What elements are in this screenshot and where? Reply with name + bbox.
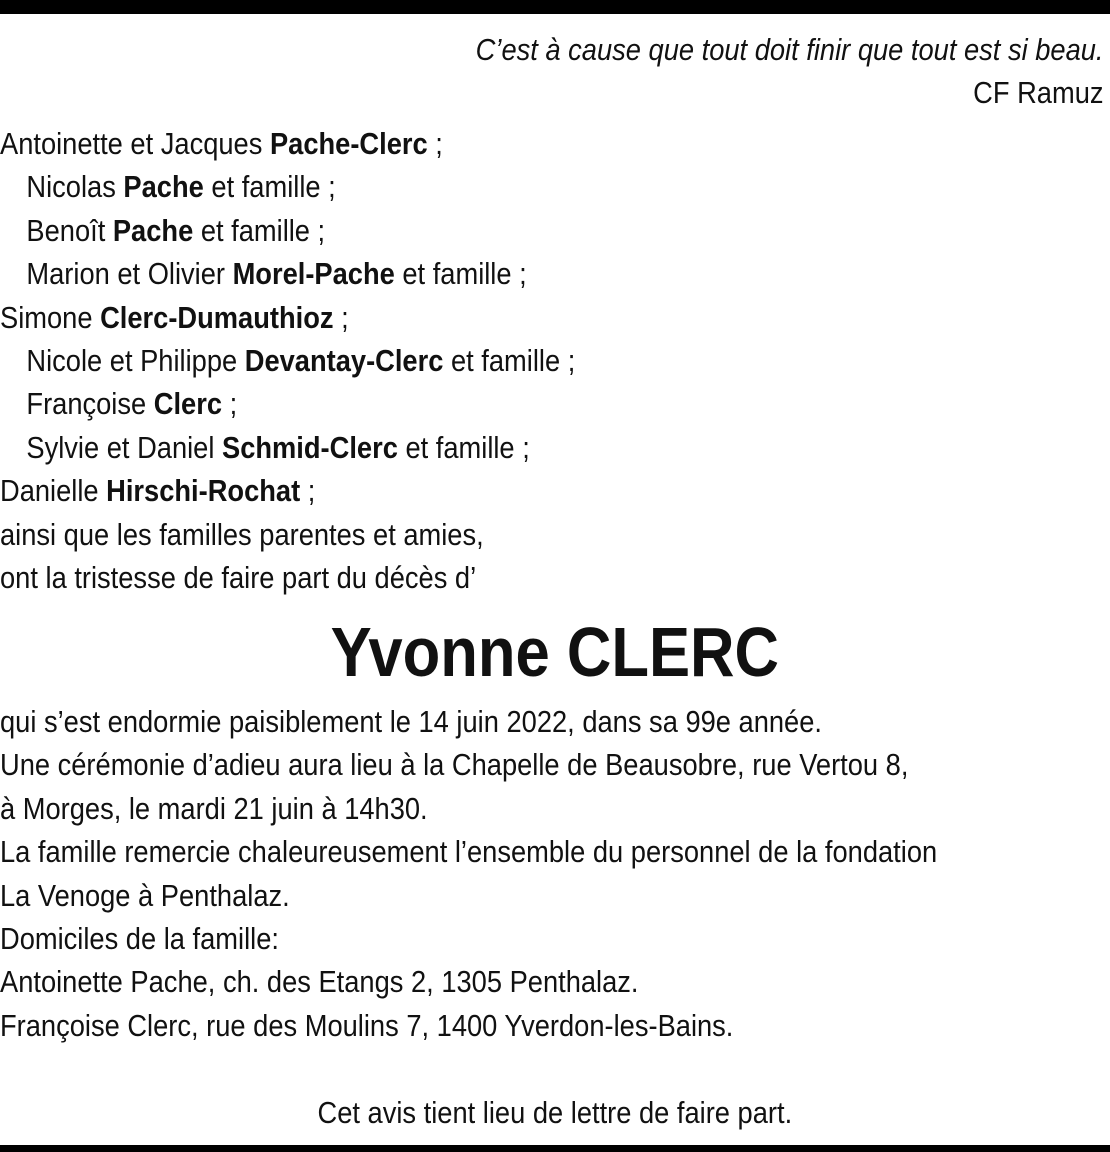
family-name: Schmid-Clerc — [222, 429, 398, 465]
info-line: La Venoge à Penthalaz. — [0, 877, 290, 913]
text: et famille ; — [443, 343, 576, 379]
text: Simone — [0, 299, 101, 335]
info-line: Antoinette Pache, ch. des Etangs 2, 1305 Penthalaz. — [0, 964, 639, 1000]
text: ; — [300, 473, 316, 509]
text: ; — [222, 386, 238, 422]
info-line: Françoise Clerc, rue des Moulins 7, 1400 Yverdon-les-Bains. — [0, 1007, 734, 1043]
deceased-name: Yvonne CLERC — [330, 613, 780, 691]
text: et famille ; — [394, 256, 527, 292]
announcement-details — [0, 700, 1110, 1047]
bottom-rule — [0, 1145, 1110, 1152]
text: Marion et Olivier — [26, 256, 233, 292]
family-name: Morel-Pache — [232, 256, 395, 292]
family-line — [0, 469, 1110, 512]
text: ; — [333, 299, 349, 335]
text: Nicole et Philippe — [26, 343, 245, 379]
text: Nicolas — [26, 169, 124, 205]
quote-author: CF Ramuz — [973, 75, 1104, 111]
family-line — [0, 426, 1110, 469]
quote-text: C’est à cause que tout doit finir que tout est si beau. — [475, 32, 1104, 67]
text: Françoise — [26, 386, 154, 422]
footer-note: Cet avis tient lieu de lettre de faire part. — [317, 1095, 793, 1130]
top-rule — [0, 0, 1110, 14]
family-name: Pache-Clerc — [269, 126, 428, 161]
text: et famille ; — [193, 212, 326, 248]
family-list — [0, 122, 1110, 599]
text: et famille ; — [397, 429, 530, 465]
family-line — [0, 339, 1110, 382]
family-line — [0, 513, 1110, 556]
family-name: Clerc — [153, 386, 223, 422]
family-line — [0, 296, 1110, 339]
epigraph — [0, 28, 1104, 115]
family-line — [0, 165, 1110, 208]
family-name: Pache — [123, 169, 204, 205]
text: et famille ; — [203, 169, 336, 205]
text: ; — [427, 126, 443, 161]
info-line: Domiciles de la famille: — [0, 921, 279, 957]
text: Danielle — [0, 473, 107, 509]
info-line: qui s’est endormie paisiblement le 14 juin 2022, dans sa 99e année. — [0, 704, 822, 739]
text: ainsi que les familles parentes et amies, — [0, 516, 484, 552]
family-name: Hirschi-Rochat — [106, 473, 301, 509]
info-line: La famille remercie chaleureusement l’ensemble du personnel de la fondation — [0, 834, 938, 870]
family-name: Pache — [112, 212, 194, 248]
family-line — [0, 122, 1110, 165]
text: ont la tristesse de faire part du décès d’ — [0, 560, 477, 596]
family-line — [0, 556, 1110, 599]
text: Benoît — [26, 212, 113, 248]
family-line — [0, 209, 1110, 252]
text: Antoinette et Jacques — [0, 126, 270, 161]
info-line: Une cérémonie d’adieu aura lieu à la Chapelle de Beausobre, rue Vertou 8, — [0, 747, 909, 783]
text: Sylvie et Daniel — [26, 429, 223, 465]
family-line — [0, 382, 1110, 425]
family-line — [0, 252, 1110, 295]
family-name: Devantay-Clerc — [244, 343, 444, 379]
family-name: Clerc-Dumauthioz — [100, 299, 334, 335]
info-line: à Morges, le mardi 21 juin à 14h30. — [0, 790, 428, 826]
